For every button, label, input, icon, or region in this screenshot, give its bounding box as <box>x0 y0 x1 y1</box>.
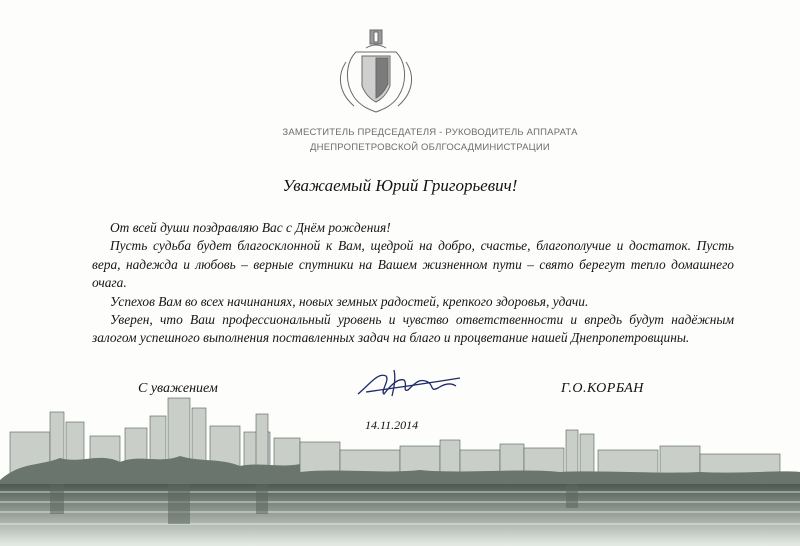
city-skyline-illustration <box>0 392 800 546</box>
signer-name: Г.О.КОРБАН <box>561 381 644 396</box>
paragraph: От всей души поздравляю Вас с Днём рождения! <box>110 220 391 235</box>
letter-date: 14.11.2014 <box>365 418 419 432</box>
closing-text: С уважением <box>138 381 218 396</box>
salutation: Уважаемый Юрий Григорьевич! <box>282 176 518 195</box>
coat-of-arms-icon <box>326 22 426 118</box>
paragraph: Пусть судьба будет благосклонной к Вам, щедрой на добро, счастье, благополучие и достаток. Пусть вера, надежда и любовь – верные спутники на Вашем жизненном пути – свято берегут тепло домашнего очага. <box>92 238 734 291</box>
paragraph: Уверен, что Ваш профессиональный уровень и чувство ответственности и впредь будут надёжным залогом успешного выполнения поставленных задач на благо и процветание нашей Днепропетровщины. <box>92 312 734 346</box>
paragraph: Успехов Вам во всех начинаниях, новых земных радостей, крепкого здоровья, удачи. <box>110 293 589 309</box>
header-title-line1: ЗАМЕСТИТЕЛЬ ПРЕДСЕДАТЕЛЯ - РУКОВОДИТЕЛЬ АППАРАТА <box>282 127 578 138</box>
letter-body <box>92 219 734 348</box>
header-title-line2: ДНЕПРОПЕТРОВСКОЙ ОБЛГОСАДМИНИСТРАЦИИ <box>310 142 550 153</box>
